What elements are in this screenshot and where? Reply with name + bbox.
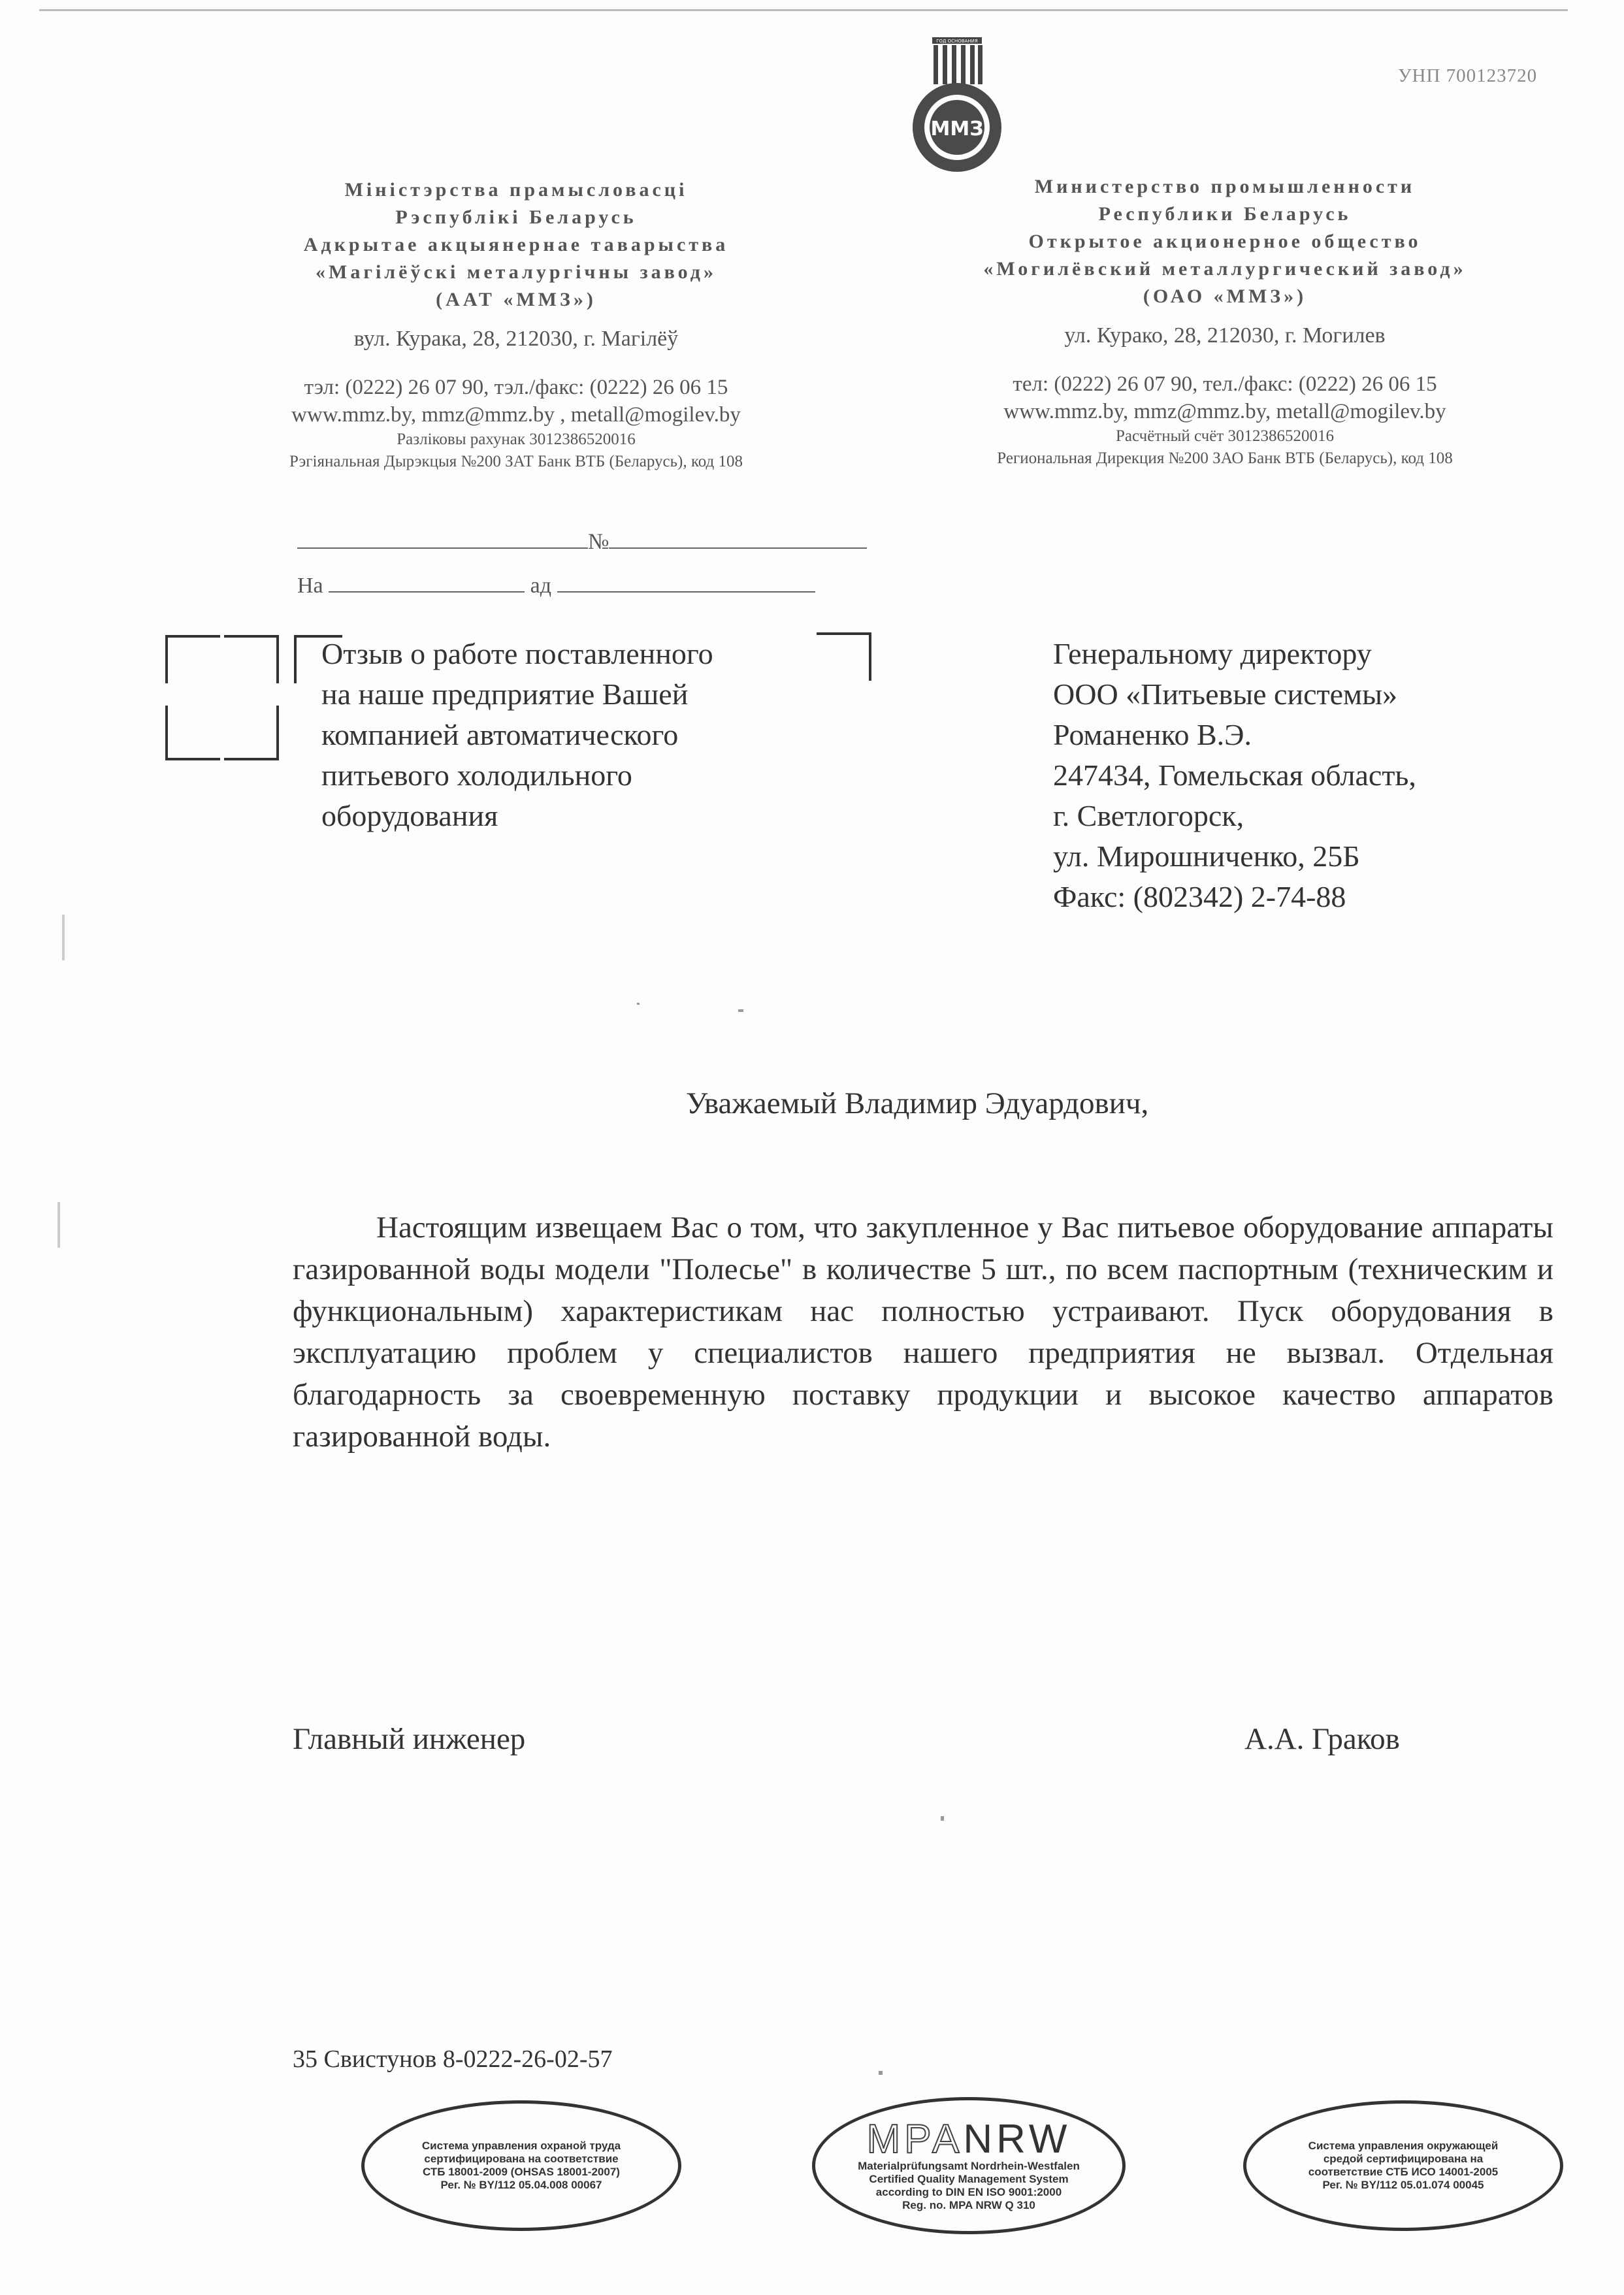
reg-number-label: № [588,530,609,554]
greeting: Уважаемый Владимир Эдуардович, [686,1086,1149,1120]
seal-text: Certified Quality Management System [869,2173,1069,2185]
seal-text: Рег. № BY/112 05.04.008 00067 [440,2179,602,2191]
republic-by: Рэспублікі Беларусь [395,206,637,228]
recipient-line: ООО «Питьевые системы» [1053,677,1398,711]
web-ru: www.mmz.by, mmz@mmz.by, metall@mogilev.by [1003,400,1446,423]
bank-ru: Региональная Дирекция №200 ЗАО Банк ВТБ (Беларусь), код 108 [997,449,1453,467]
seal-text: средой сертифицирована на [1323,2153,1484,2165]
bank-by: Рэгіянальная Дырэкцыя №200 ЗАТ Банк ВТБ (Беларусь), код 108 [289,453,743,470]
company-type-by: Адкрытае акцыянернае таварыства [303,234,729,255]
mpa-mark-right: NRW [963,2117,1071,2162]
letter-body: Настоящим извещаем Вас о том, что закупленное у Вас питьевое оборудование аппараты газированной воды модели "Полесье" в количестве 5 шт., по всем паспортным (техническим и функциональным) характеристикам нас полностью устраивают. Пуск оборудования в эксплуатацию проблем у специалистов нашего предприятия не вызвал. Отдельная благодарность за своевременную поставку продукции и высокое качество аппаратов газированной воды. [293,1211,1553,1454]
subject-corner-right [817,632,871,681]
scan-mark [57,1202,60,1248]
phones-ru: тел: (0222) 26 07 90, тел./факс: (0222) 26 06 15 [1013,372,1437,396]
address-ru: ул. Курако, 28, 212030, г. Могилев [1064,323,1386,348]
signature-name: А.А. Граков [1244,1722,1400,1756]
scan-mark [62,915,65,960]
seal-text: Система управления окружающей [1308,2140,1499,2152]
subject-line: питьевого холодильного [321,758,632,792]
company-name-ru: «Могилёвский металлургический завод» [983,258,1467,280]
recipient-line: Факс: (802342) 2-74-88 [1053,880,1346,913]
address-by: вул. Курака, 28, 212030, г. Магілёў [353,327,679,351]
seal-text: сертифицирована на соответствие [424,2153,619,2165]
company-abbr-ru: (ОАО «ММЗ») [1143,285,1307,307]
recipient-block [1053,634,1536,917]
signature-title: Главный инженер [293,1722,526,1756]
seal-text: Рег. № BY/112 05.01.074 00045 [1322,2179,1484,2191]
republic-ru: Республики Беларусь [1098,203,1352,225]
unn-number: УНП 700123720 [1398,65,1538,86]
letterhead-right [905,173,1545,470]
seal-text: Reg. no. MPA NRW Q 310 [902,2199,1035,2211]
stamp-corner-bottom-left [165,706,220,760]
scan-speck [637,1003,640,1005]
seal-text: соответствие СТБ ИСО 14001-2005 [1308,2166,1499,2178]
recipient-line: Генеральному директору [1053,637,1372,670]
logo-top-text: ГОД ОСНОВАНИЯ [936,39,978,44]
seal-text: Materialprüfungsamt Nordrhein-Westfalen [858,2160,1080,2172]
mpa-nrw-mark [867,2119,1071,2160]
letterhead-left [196,176,836,473]
executor-footnote: 35 Свистунов 8-0222-26-02-57 [293,2045,613,2073]
recipient-line: Романенко В.Э. [1053,718,1252,751]
stamp-corner-top-left [165,635,220,683]
company-logo [905,36,1009,180]
phones-by: тэл: (0222) 26 07 90, тэл./факс: (0222) 26 06 15 [304,376,728,399]
seal-text: Система управления охраной труда [421,2140,621,2152]
registration-number-line [297,529,867,555]
account-by: Разліковы рахунак 3012386520016 [397,431,636,448]
subject-line: оборудования [321,799,498,832]
mpa-mark-left: MPA [866,2117,964,2162]
scan-speck [879,2071,883,2075]
company-abbr-by: (ААТ «ММЗ») [436,289,596,310]
letter-subject [321,634,818,836]
scan-speck [941,1816,944,1821]
company-type-ru: Открытое акционерное общество [1028,231,1421,252]
env-certification-seal [1243,2100,1563,2231]
seal-text: СТБ 18001-2009 (OHSAS 18001-2007) [423,2166,620,2178]
reply-on-label: На [297,574,323,598]
scan-speck [738,1009,743,1012]
ohs-certification-seal [361,2100,681,2231]
subject-line: Отзыв о работе поставленного [321,637,713,670]
ministry-ru: Министерство промышленности [1034,176,1416,197]
recipient-line: ул. Мирошниченко, 25Б [1053,839,1360,873]
reply-from-label: ад [530,574,552,598]
subject-line: компанией автоматического [321,718,679,751]
mpa-nrw-certification-seal [812,2097,1126,2234]
ministry-by: Міністэрства прамысловасці [344,179,688,201]
account-ru: Расчётный счёт 3012386520016 [1116,427,1334,445]
company-name-by: «Магілёўскі металургічны завод» [316,261,717,283]
reply-reference-line [297,573,815,598]
web-by: www.mmz.by, mmz@mmz.by , metall@mogilev.by [291,403,741,427]
recipient-line: 247434, Гомельская область, [1053,758,1416,792]
stamp-corner-bottom-right [224,706,279,760]
recipient-line: г. Светлогорск, [1053,799,1244,832]
seal-text: according to DIN EN ISO 9001:2000 [875,2186,1062,2198]
subject-line: на наше предприятие Вашей [321,677,689,711]
logo-monogram: ММЗ [930,118,984,140]
top-rule [39,9,1568,11]
stamp-corner-top-right [224,635,279,683]
